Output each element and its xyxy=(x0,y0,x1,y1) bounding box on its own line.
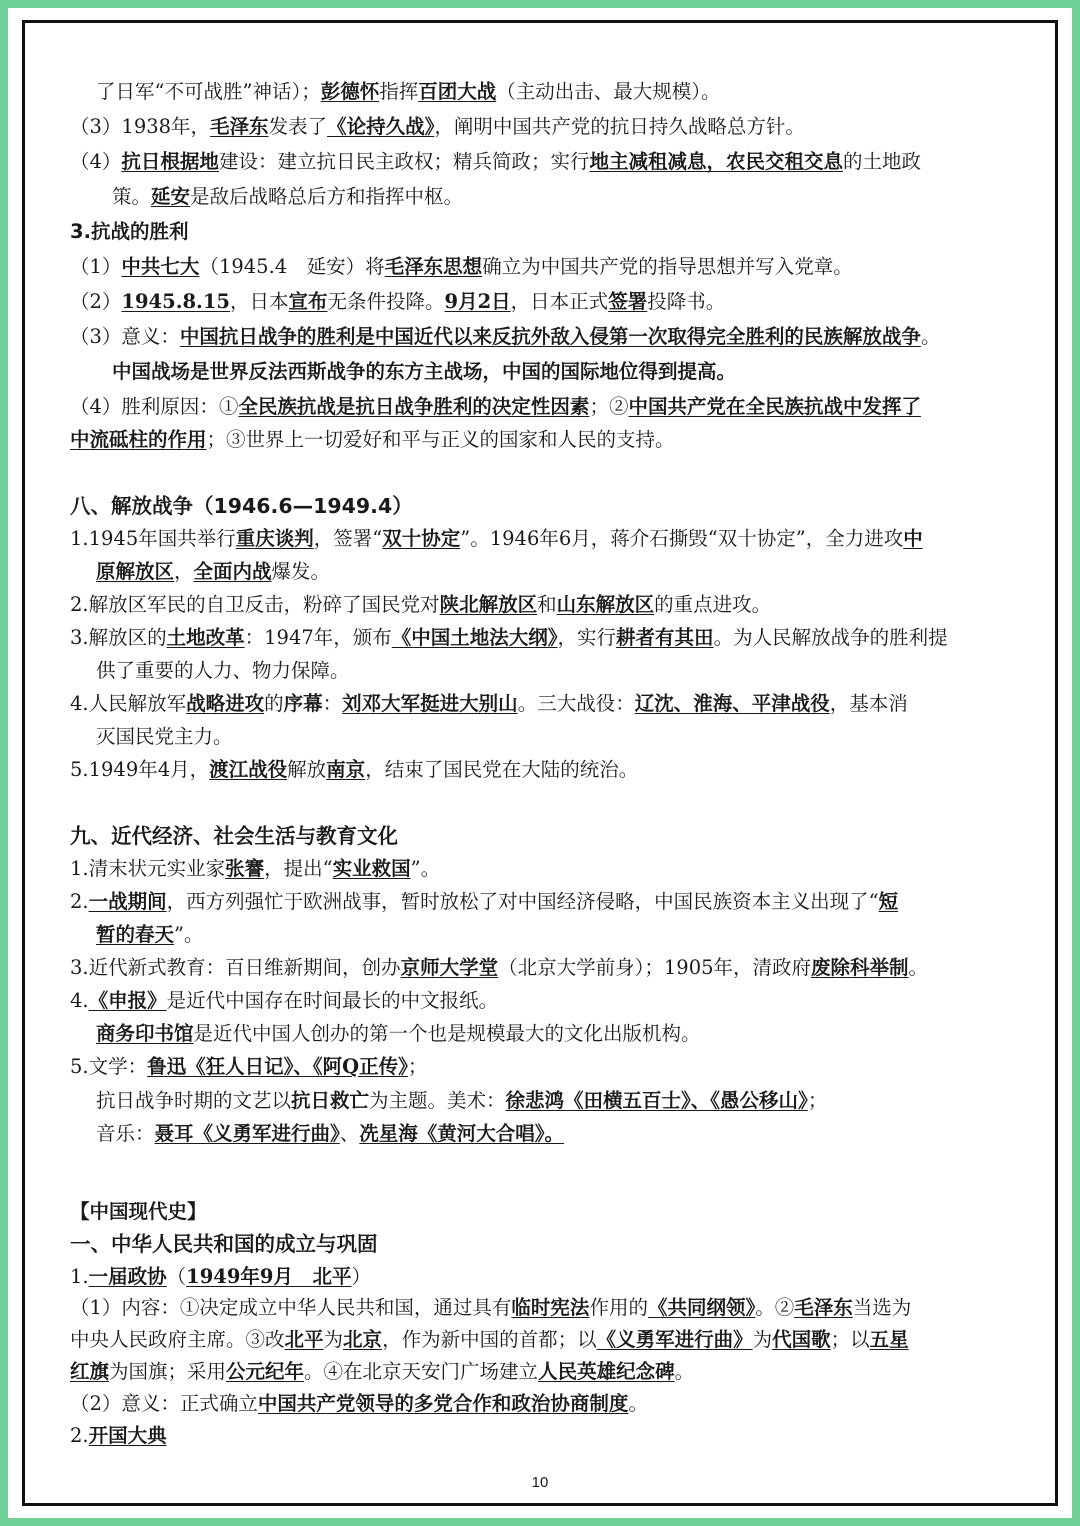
key-term: 临时宪法 xyxy=(511,1296,590,1319)
text-segment: 。为人民解放战争的胜利提 xyxy=(713,626,948,649)
text-segment: 2.解放区军民的自卫反击，粉碎了国民党对 xyxy=(70,593,440,616)
text-segment: 。④在北京天安门广场建立 xyxy=(304,1360,539,1383)
text-segment: 为国旗；采用 xyxy=(109,1360,227,1383)
key-term: 商务印书馆 xyxy=(96,1022,194,1045)
text-segment: ： xyxy=(322,692,343,715)
key-term: 短 xyxy=(878,890,899,913)
text-line xyxy=(70,952,928,984)
key-term: 刘邓大军挺进大别山 xyxy=(342,692,518,715)
text-segment: ，基本消 xyxy=(829,692,908,715)
text-line xyxy=(112,356,736,388)
key-term: 徐悲鸿《田横五百士》、《愚公移山》 xyxy=(505,1089,808,1112)
text-segment: （ xyxy=(166,1265,187,1288)
key-term: 战略进攻 xyxy=(186,692,265,715)
text-segment: 的重点进攻。 xyxy=(654,593,772,616)
text-segment: 策。 xyxy=(112,185,152,208)
text-segment: 抗日战争时期的文艺以 xyxy=(96,1089,292,1112)
key-term: 中国战场是世界反法西斯战争的东方主战场，中国的国际地位得到提高。 xyxy=(112,360,737,383)
key-term: 签署 xyxy=(608,290,648,313)
text-segment: （3）意义： xyxy=(70,325,180,348)
text-line xyxy=(70,1261,371,1293)
key-term: 陕北解放区 xyxy=(439,593,538,616)
text-segment: 为主题。美术： xyxy=(369,1089,506,1112)
key-term: 地主减租减息，农民交租交息 xyxy=(589,150,843,173)
text-segment: （北京大学前身）；1905年，清政府 xyxy=(498,956,812,979)
key-term: 全民族抗战是抗日战争胜利的决定性因素 xyxy=(238,395,590,418)
key-term: 聂耳《义勇军进行曲》 xyxy=(154,1122,340,1145)
text-line xyxy=(70,1051,427,1083)
key-term: 《申报》 xyxy=(88,989,167,1012)
key-term: 《共同纲领》 xyxy=(647,1296,756,1319)
text-line xyxy=(96,1118,564,1150)
text-segment: 1.1945年国共举行 xyxy=(70,527,236,550)
text-segment: 是敌后战略总后方和指挥中枢。 xyxy=(190,185,464,208)
key-term: 全面内战 xyxy=(193,560,272,583)
text-segment: ；② xyxy=(589,395,629,418)
text-segment: 建设：建立抗日民主政权；精兵简政；实行 xyxy=(218,150,590,173)
text-segment: 4. xyxy=(70,989,89,1012)
text-segment: 1.清末状元实业家 xyxy=(70,857,226,880)
text-segment: ，签署“ xyxy=(313,527,383,550)
text-segment: 3.解放区的 xyxy=(70,626,167,649)
text-segment: ；以 xyxy=(830,1328,870,1351)
text-segment: 3.近代新式教育：百日维新期间，创办 xyxy=(70,956,401,979)
key-term: 1949年9月 北平 xyxy=(186,1265,352,1288)
text-segment: 1. xyxy=(70,1265,89,1288)
text-segment: 。 xyxy=(628,1392,648,1415)
key-term: 毛泽东 xyxy=(794,1296,853,1319)
key-term: 开国大典 xyxy=(88,1424,167,1447)
key-term: 一、中华人民共和国的成立与巩固 xyxy=(70,1232,378,1256)
text-segment: 作用的 xyxy=(589,1296,648,1319)
text-line xyxy=(96,1018,701,1050)
text-segment: 。 xyxy=(908,956,929,979)
key-term: 百团大战 xyxy=(418,80,497,103)
text-segment: （2） xyxy=(70,290,122,313)
key-term: 9月2日 xyxy=(444,290,511,313)
text-segment: 、 xyxy=(339,1122,360,1145)
key-term: 一战期间 xyxy=(88,890,167,913)
text-segment: ； xyxy=(407,1055,428,1078)
text-line xyxy=(70,424,675,456)
text-line xyxy=(70,146,921,178)
text-segment: ，提出“ xyxy=(264,857,333,880)
text-line xyxy=(96,76,721,108)
text-segment: 中央人民政府主席。③改 xyxy=(70,1328,285,1351)
text-line xyxy=(70,688,908,720)
text-line xyxy=(70,321,940,353)
key-term: 五星 xyxy=(869,1328,909,1351)
key-term: 中 xyxy=(903,527,923,550)
section-heading xyxy=(70,1228,378,1260)
key-term: 代国歌 xyxy=(772,1328,831,1351)
key-term: 毛泽东思想 xyxy=(384,255,483,278)
key-term: 抗日救亡 xyxy=(291,1089,370,1112)
text-segment: 。② xyxy=(755,1296,795,1319)
key-term: 京师大学堂 xyxy=(400,956,499,979)
text-segment: 是近代中国存在时间最长的中文报纸。 xyxy=(166,989,499,1012)
key-term: 重庆谈判 xyxy=(235,527,314,550)
text-segment: 2. xyxy=(70,1424,89,1447)
text-segment: 的土地政 xyxy=(842,150,921,173)
text-line xyxy=(70,1420,167,1452)
text-line xyxy=(70,754,638,786)
key-term: 鲁迅《狂人日记》、《阿Q正传》 xyxy=(147,1055,408,1078)
key-term: 辽沈、淮海、平津战役 xyxy=(634,692,830,715)
text-segment: 音乐： xyxy=(96,1122,155,1145)
key-term: 八、解放战争（1946.6—1949.4） xyxy=(70,494,413,518)
text-line xyxy=(70,251,853,283)
section-heading xyxy=(70,216,188,248)
key-term: 《论持久战》 xyxy=(327,115,435,138)
text-segment: （4）胜利原因：① xyxy=(70,395,239,418)
text-segment: ，阐明中国共产党的抗日持久战略总方针。 xyxy=(434,115,805,138)
text-segment: 当选为 xyxy=(852,1296,912,1319)
text-segment: 发表了 xyxy=(268,115,328,138)
section-heading xyxy=(70,820,398,852)
text-segment: 的 xyxy=(264,692,284,715)
text-segment: ，作为新中国的首都；以 xyxy=(382,1328,597,1351)
text-segment: 4.人民解放军 xyxy=(70,692,187,715)
text-segment: 指挥 xyxy=(379,80,419,103)
key-term: 1945.8.15 xyxy=(121,290,230,313)
key-term: 毛泽东 xyxy=(210,115,269,138)
text-line xyxy=(70,1292,911,1324)
text-segment: 供了重要的人力、物力保障。 xyxy=(96,659,350,682)
text-segment: 和 xyxy=(537,593,557,616)
key-term: 中国共产党领导的多党合作和政治协商制度 xyxy=(257,1392,629,1415)
text-segment: 爆发。 xyxy=(271,560,331,583)
text-segment: 。 xyxy=(674,1360,695,1383)
key-term: 原解放区 xyxy=(96,560,175,583)
key-term: 渡江战役 xyxy=(209,758,288,781)
text-segment: （1） xyxy=(70,255,122,278)
text-segment: ，西方列强忙于欧洲战事，暂时放松了对中国经济侵略，中国民族资本主义出现了“ xyxy=(166,890,879,913)
text-segment: （主动出击、最大规模）。 xyxy=(496,80,721,103)
key-term: 双十协定 xyxy=(382,527,461,550)
text-line xyxy=(96,556,330,588)
key-term: 中国共产党在全民族抗战中发挥了 xyxy=(628,395,921,418)
text-segment: ，日本正式 xyxy=(510,290,609,313)
section-heading xyxy=(70,1196,207,1228)
text-segment: ”。 xyxy=(174,923,204,946)
key-term: 公元纪年 xyxy=(226,1360,305,1383)
text-segment: ；③世界上一切爱好和平与正义的国家和人民的支持。 xyxy=(206,428,675,451)
text-line xyxy=(70,391,921,423)
text-segment: ，结束了国民党在大陆的统治。 xyxy=(365,758,639,781)
text-segment: 。 xyxy=(920,325,941,348)
text-segment: （2）意义：正式确立 xyxy=(70,1392,258,1415)
text-segment: 了日军“不可战胜”神话）； xyxy=(96,80,321,103)
key-term: 《义勇军进行曲》 xyxy=(596,1328,753,1351)
key-term: 序幕 xyxy=(283,692,323,715)
text-line xyxy=(96,1085,827,1117)
key-term: 红旗 xyxy=(70,1360,110,1383)
text-line xyxy=(70,853,440,885)
text-segment: ”。 xyxy=(410,857,441,880)
text-segment: （1945.4 延安）将 xyxy=(199,255,385,278)
text-line xyxy=(112,181,463,213)
text-segment: 解放 xyxy=(287,758,327,781)
text-line xyxy=(70,1324,909,1356)
text-segment: 无条件投降。 xyxy=(327,290,445,313)
text-segment: ：1947年，颁布 xyxy=(244,626,392,649)
text-line xyxy=(96,721,233,753)
key-term: 抗日根据地 xyxy=(121,150,219,173)
key-term: 南京 xyxy=(326,758,366,781)
key-term: 中共七大 xyxy=(121,255,200,278)
text-segment: ， xyxy=(174,560,194,583)
text-line xyxy=(70,1356,694,1388)
key-term: 一届政协 xyxy=(88,1265,167,1288)
text-line xyxy=(96,655,350,687)
key-term: 暂的春天 xyxy=(96,923,175,946)
text-segment: ，日本 xyxy=(229,290,289,313)
key-term: 九、近代经济、社会生活与教育文化 xyxy=(70,824,398,848)
text-segment: ”。1946年6月，蒋介石撕毁“双十协定”，全力进攻 xyxy=(460,527,904,550)
text-segment: 为 xyxy=(323,1328,344,1351)
key-term: 北京 xyxy=(343,1328,383,1351)
page-number: 10 xyxy=(531,1474,549,1491)
text-segment: 2. xyxy=(70,890,89,913)
key-term: 废除科举制 xyxy=(811,956,909,979)
key-term: 《中国土地法大纲》 xyxy=(391,626,558,649)
text-segment: ，实行 xyxy=(557,626,617,649)
key-term: 中国抗日战争的胜利是中国近代以来反抗外敌入侵第一次取得完全胜利的民族解放战争 xyxy=(179,325,921,348)
key-term: 【中国现代史】 xyxy=(70,1200,207,1223)
text-segment: 。三大战役： xyxy=(517,692,635,715)
text-segment: 5.文学： xyxy=(70,1055,148,1078)
key-term: 北平 xyxy=(284,1328,324,1351)
text-line xyxy=(70,589,771,621)
key-term: 延安 xyxy=(151,185,191,208)
text-segment: 确立为中国共产党的指导思想并写入党章。 xyxy=(482,255,853,278)
text-line xyxy=(70,622,948,654)
text-segment: 是近代中国人创办的第一个也是规模最大的文化出版机构。 xyxy=(193,1022,701,1045)
text-line xyxy=(70,523,923,555)
text-line xyxy=(70,286,725,318)
text-line xyxy=(70,985,498,1017)
key-term: 宣布 xyxy=(288,290,328,313)
text-segment: （4） xyxy=(70,150,122,173)
text-segment: 灭国民党主力。 xyxy=(96,725,233,748)
key-term: 实业救国 xyxy=(332,857,411,880)
text-line xyxy=(96,919,204,951)
text-segment: （3）1938年， xyxy=(70,115,211,138)
text-segment: ） xyxy=(351,1265,371,1288)
text-segment: 5.1949年4月， xyxy=(70,758,210,781)
key-term: 人民英雄纪念碑 xyxy=(538,1360,675,1383)
text-segment: 为 xyxy=(752,1328,773,1351)
text-line xyxy=(70,1388,648,1420)
key-term: 3.抗战的胜利 xyxy=(70,220,189,243)
text-segment: （1）内容：①决定成立中华人民共和国，通过具有 xyxy=(70,1296,512,1319)
text-line xyxy=(70,886,898,918)
key-term: 彭德怀 xyxy=(320,80,380,103)
key-term: 张謇 xyxy=(225,857,265,880)
key-term: 山东解放区 xyxy=(556,593,655,616)
key-term: 冼星海《黄河大合唱》。 xyxy=(359,1122,565,1145)
text-segment: 投降书。 xyxy=(647,290,726,313)
section-heading xyxy=(70,490,413,522)
key-term: 耕者有其田 xyxy=(616,626,714,649)
text-segment: ； xyxy=(807,1089,828,1112)
key-term: 土地改革 xyxy=(166,626,245,649)
text-line xyxy=(70,111,805,143)
key-term: 中流砥柱的作用 xyxy=(70,428,207,451)
